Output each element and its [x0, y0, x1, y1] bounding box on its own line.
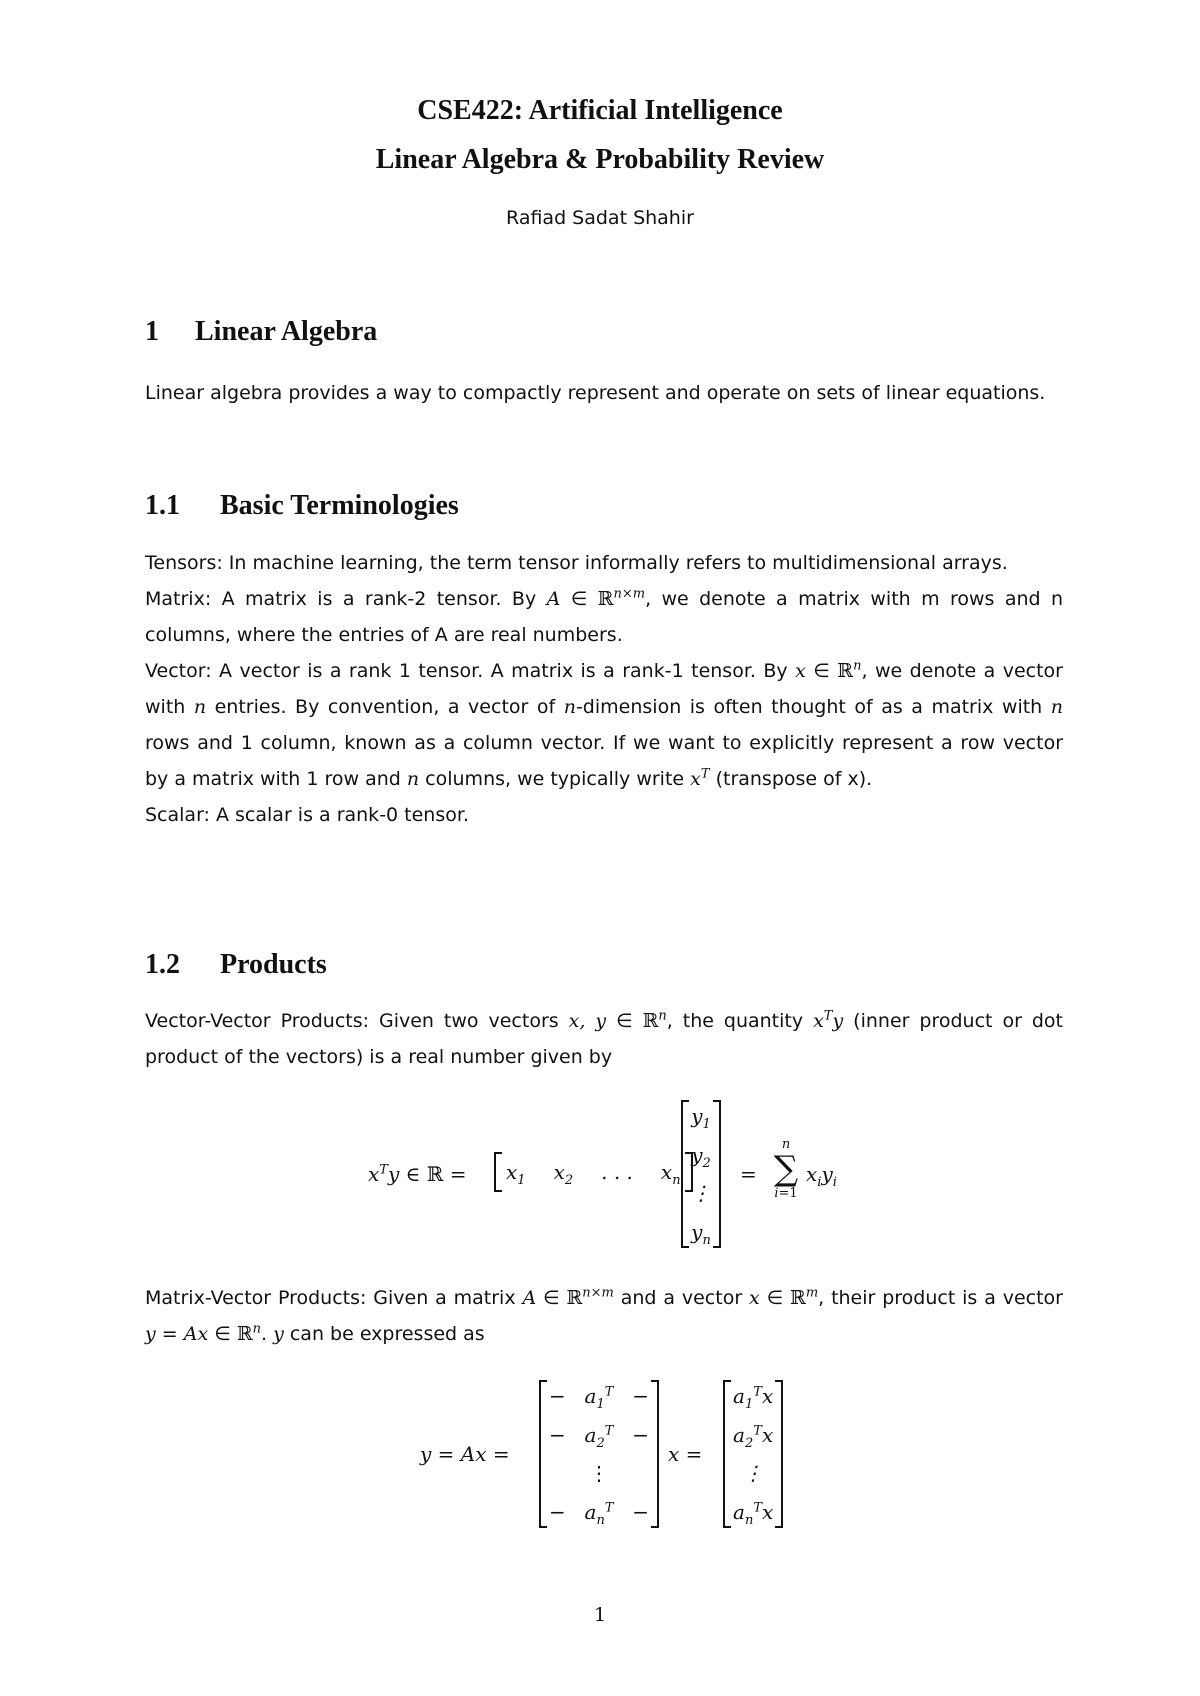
section-title: Basic Terminologies	[220, 490, 459, 521]
matrix-vector-equation: y = Ax = − $a_1^T$ − − $a_2^T$ − ⋮ − $a_n^T$ − x = $a_1^Tx$ $a_2^Tx$ ⋮ $a_n^Tx$	[0, 1380, 1200, 1530]
section-title: Products	[220, 949, 327, 980]
author: Rafiad Sadat Shahir	[506, 207, 694, 229]
scalar-definition: Scalar: A scalar is a rank-0 tensor.	[145, 804, 469, 826]
inner-product-equation: $x^Ty$ ∈ ℝ = $x_1$ $x_2$ . . . $x_n$ $y_1$ $y_2$ ⋮ $y_n$ = n ∑ i=1 $x_iy_i$	[0, 1100, 1200, 1250]
matrix-vector-text: Matrix-Vector Products: Given a matrix A ∈ ℝ$^{n\times m}$ and a vector x ∈ ℝ$^m$, their product is a vector y = Ax ∈ ℝ$^n$. y can be expressed as	[145, 1285, 1063, 1345]
matrix-definition: Matrix: A matrix is a rank-2 tensor. By A ∈ ℝ$^{n\times m}$, we denote a matrix with m rows and n columns, where the entries of A are real numbers.	[145, 586, 1064, 646]
document-title-line1: CSE422: Artificial Intelligence	[417, 95, 783, 126]
matrix-vector-paragraph	[145, 1280, 1063, 1352]
section-heading-basic-terminologies	[145, 492, 459, 520]
tensors-definition: Tensors: In machine learning, the term tensor informally refers to multidimensional arrays.	[145, 552, 1008, 574]
vector-vector-paragraph	[145, 1003, 1063, 1075]
page-number: 1	[593, 1604, 607, 1626]
terminology-paragraph	[145, 545, 1063, 833]
document-title-line2: Linear Algebra & Probability Review	[375, 144, 825, 175]
section-number: 1.2	[145, 949, 180, 980]
intro-text: Linear algebra provides a way to compactly represent and operate on sets of linear equations.	[145, 382, 1046, 404]
vector-definition: Vector: A vector is a rank 1 tensor. A matrix is a rank-1 tensor. By x ∈ ℝ$^n$, we denote a vector with n entries. By convention, a vector of n-dimension is often thought of as a matrix with n rows and 1 column, known as a column vector. If we want to explicitly represent a row vector by a matrix with 1 row and n columns, we typically write $x^T$ (transpose of x).	[145, 658, 1063, 790]
section-number: 1.1	[145, 490, 180, 521]
section-number: 1	[145, 316, 159, 347]
section-title: Linear Algebra	[195, 316, 378, 347]
section-heading-linear-algebra	[145, 318, 377, 346]
section-heading-products	[145, 951, 327, 979]
intro-paragraph	[145, 375, 1063, 411]
vector-vector-text: Vector-Vector Products: Given two vectors x, y ∈ ℝ$^n$, the quantity $x^Ty$ (inner product or dot product of the vectors) is a real number given by	[145, 1008, 1063, 1068]
